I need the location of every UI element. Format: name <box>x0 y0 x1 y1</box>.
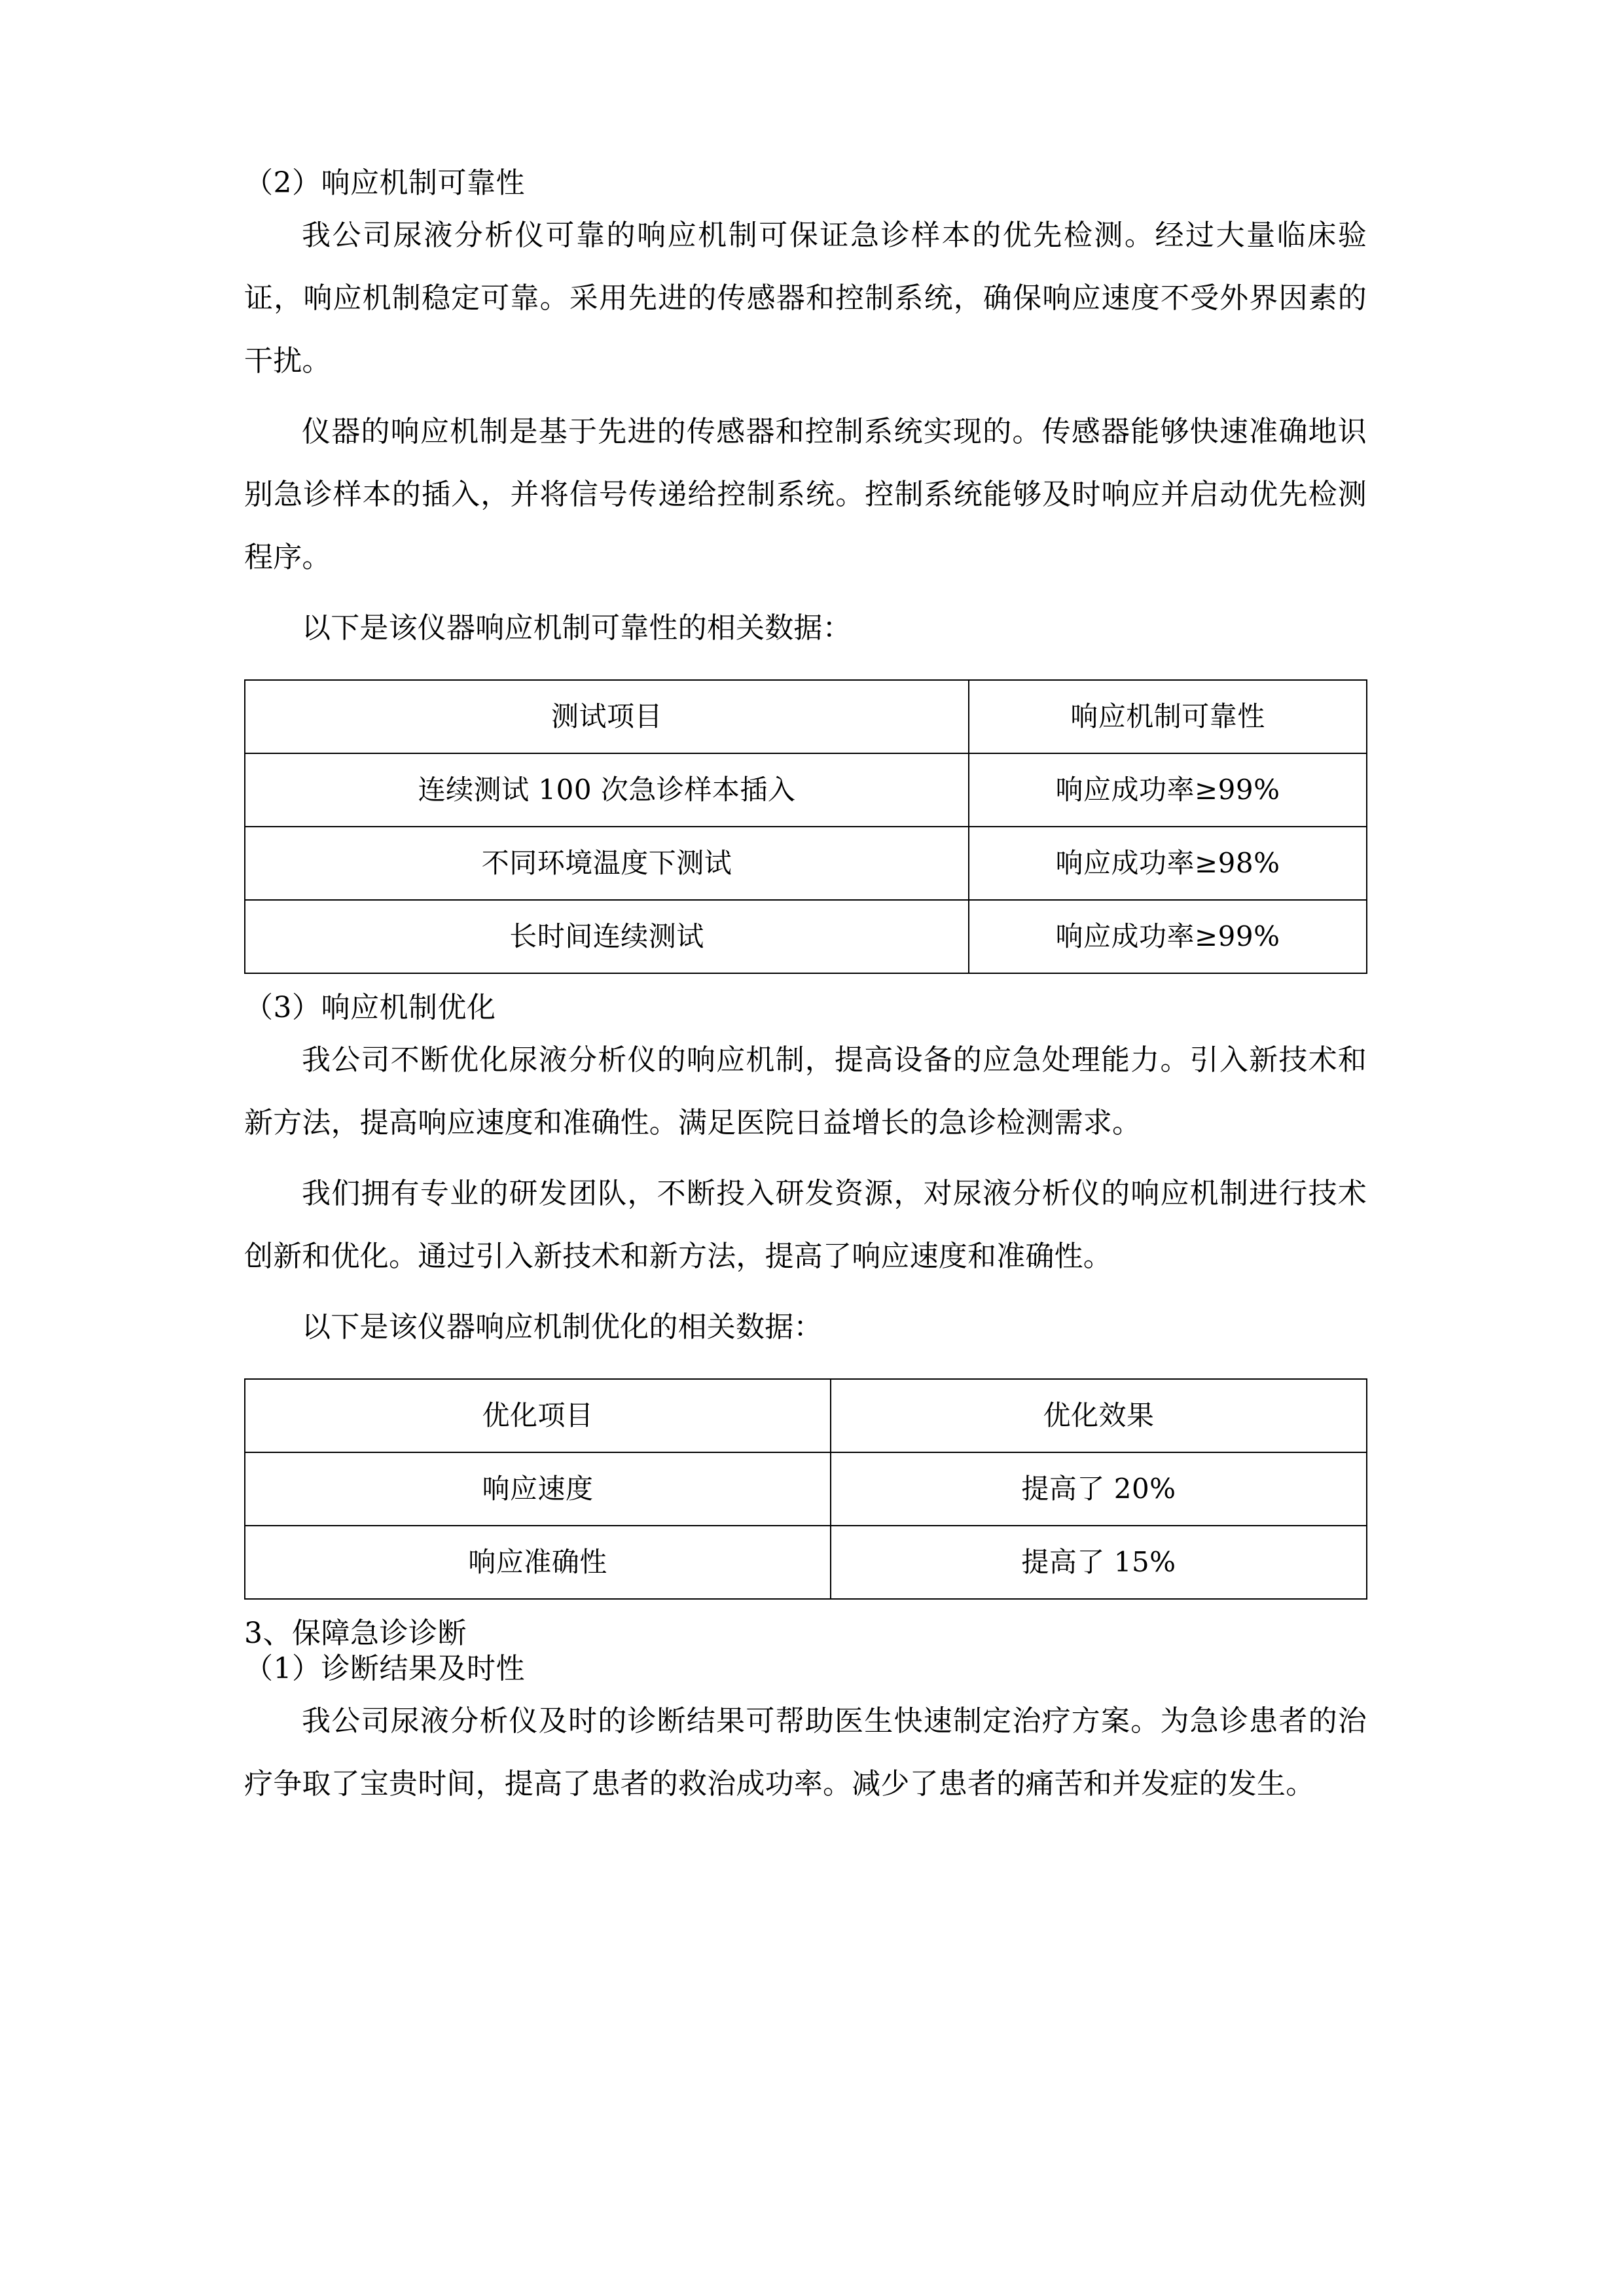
table-cell: 提高了 20% <box>831 1452 1367 1526</box>
paragraph-reliability-2: 仪器的响应机制是基于先进的传感器和控制系统实现的。传感器能够快速准确地识别急诊样本的插入，并将信号传递给控制系统。控制系统能够及时响应并启动优先检测程序。 <box>244 415 1367 574</box>
table-intro-optimization: 以下是该仪器响应机制优化的相关数据： <box>302 1310 823 1344</box>
paragraph-optimization-1: 我公司不断优化尿液分析仪的响应机制，提高设备的应急处理能力。引入新技术和新方法，提高响应速度和准确性。满足医院日益增长的急诊检测需求。 <box>244 1043 1367 1139</box>
table-cell: 响应速度 <box>245 1452 831 1526</box>
spacer <box>244 660 1367 679</box>
section-heading-response-reliability: （2）响应机制可靠性 <box>244 166 525 200</box>
section-heading-response-optimization: （3）响应机制优化 <box>244 991 496 1024</box>
table-intro-reliability: 以下是该仪器响应机制可靠性的相关数据： <box>302 611 852 645</box>
table-response-reliability <box>244 679 1367 974</box>
spacer <box>244 1288 1367 1296</box>
table-response-optimization <box>244 1378 1367 1600</box>
table-row <box>245 1526 1367 1599</box>
table-cell: 响应成功率≥99% <box>969 753 1367 827</box>
document-body <box>244 166 1367 1816</box>
subsection-heading-diagnosis-timeliness: （1）诊断结果及时性 <box>244 1652 525 1685</box>
table-row <box>245 900 1367 973</box>
table-cell: 提高了 15% <box>831 1526 1367 1599</box>
table-header-row <box>245 1379 1367 1452</box>
table-cell: 连续测试 100 次急诊样本插入 <box>245 753 969 827</box>
paragraph-diagnosis-1: 我公司尿液分析仪及时的诊断结果可帮助医生快速制定治疗方案。为急诊患者的治疗争取了宝贵时间，提高了患者的救治成功率。减少了患者的痛苦和并发症的发生。 <box>244 1704 1367 1801</box>
paragraph-optimization-2: 我们拥有专业的研发团队，不断投入研发资源，对尿液分析仪的响应机制进行技术创新和优化。通过引入新技术和新方法，提高了响应速度和准确性。 <box>244 1177 1367 1273</box>
table-header-cell: 优化项目 <box>245 1379 831 1452</box>
table-header-cell: 响应机制可靠性 <box>969 680 1367 753</box>
table-cell: 响应成功率≥98% <box>969 827 1367 900</box>
table-header-row <box>245 680 1367 753</box>
spacer <box>244 1155 1367 1162</box>
spacer <box>244 393 1367 401</box>
table-cell: 长时间连续测试 <box>245 900 969 973</box>
table-cell: 响应准确性 <box>245 1526 831 1599</box>
table-row <box>245 753 1367 827</box>
table-row <box>245 1452 1367 1526</box>
table-header-cell: 测试项目 <box>245 680 969 753</box>
paragraph-reliability-1: 我公司尿液分析仪可靠的响应机制可保证急诊样本的优先检测。经过大量临床验证，响应机制稳定可靠。采用先进的传感器和控制系统，确保响应速度不受外界因素的干扰。 <box>244 219 1367 378</box>
table-cell: 响应成功率≥99% <box>969 900 1367 973</box>
table-header-cell: 优化效果 <box>831 1379 1367 1452</box>
table-row <box>245 827 1367 900</box>
spacer <box>244 1359 1367 1378</box>
section-heading-emergency-diagnosis: 3、保障急诊诊断 <box>244 1617 467 1650</box>
spacer <box>244 589 1367 597</box>
table-cell: 不同环境温度下测试 <box>245 827 969 900</box>
